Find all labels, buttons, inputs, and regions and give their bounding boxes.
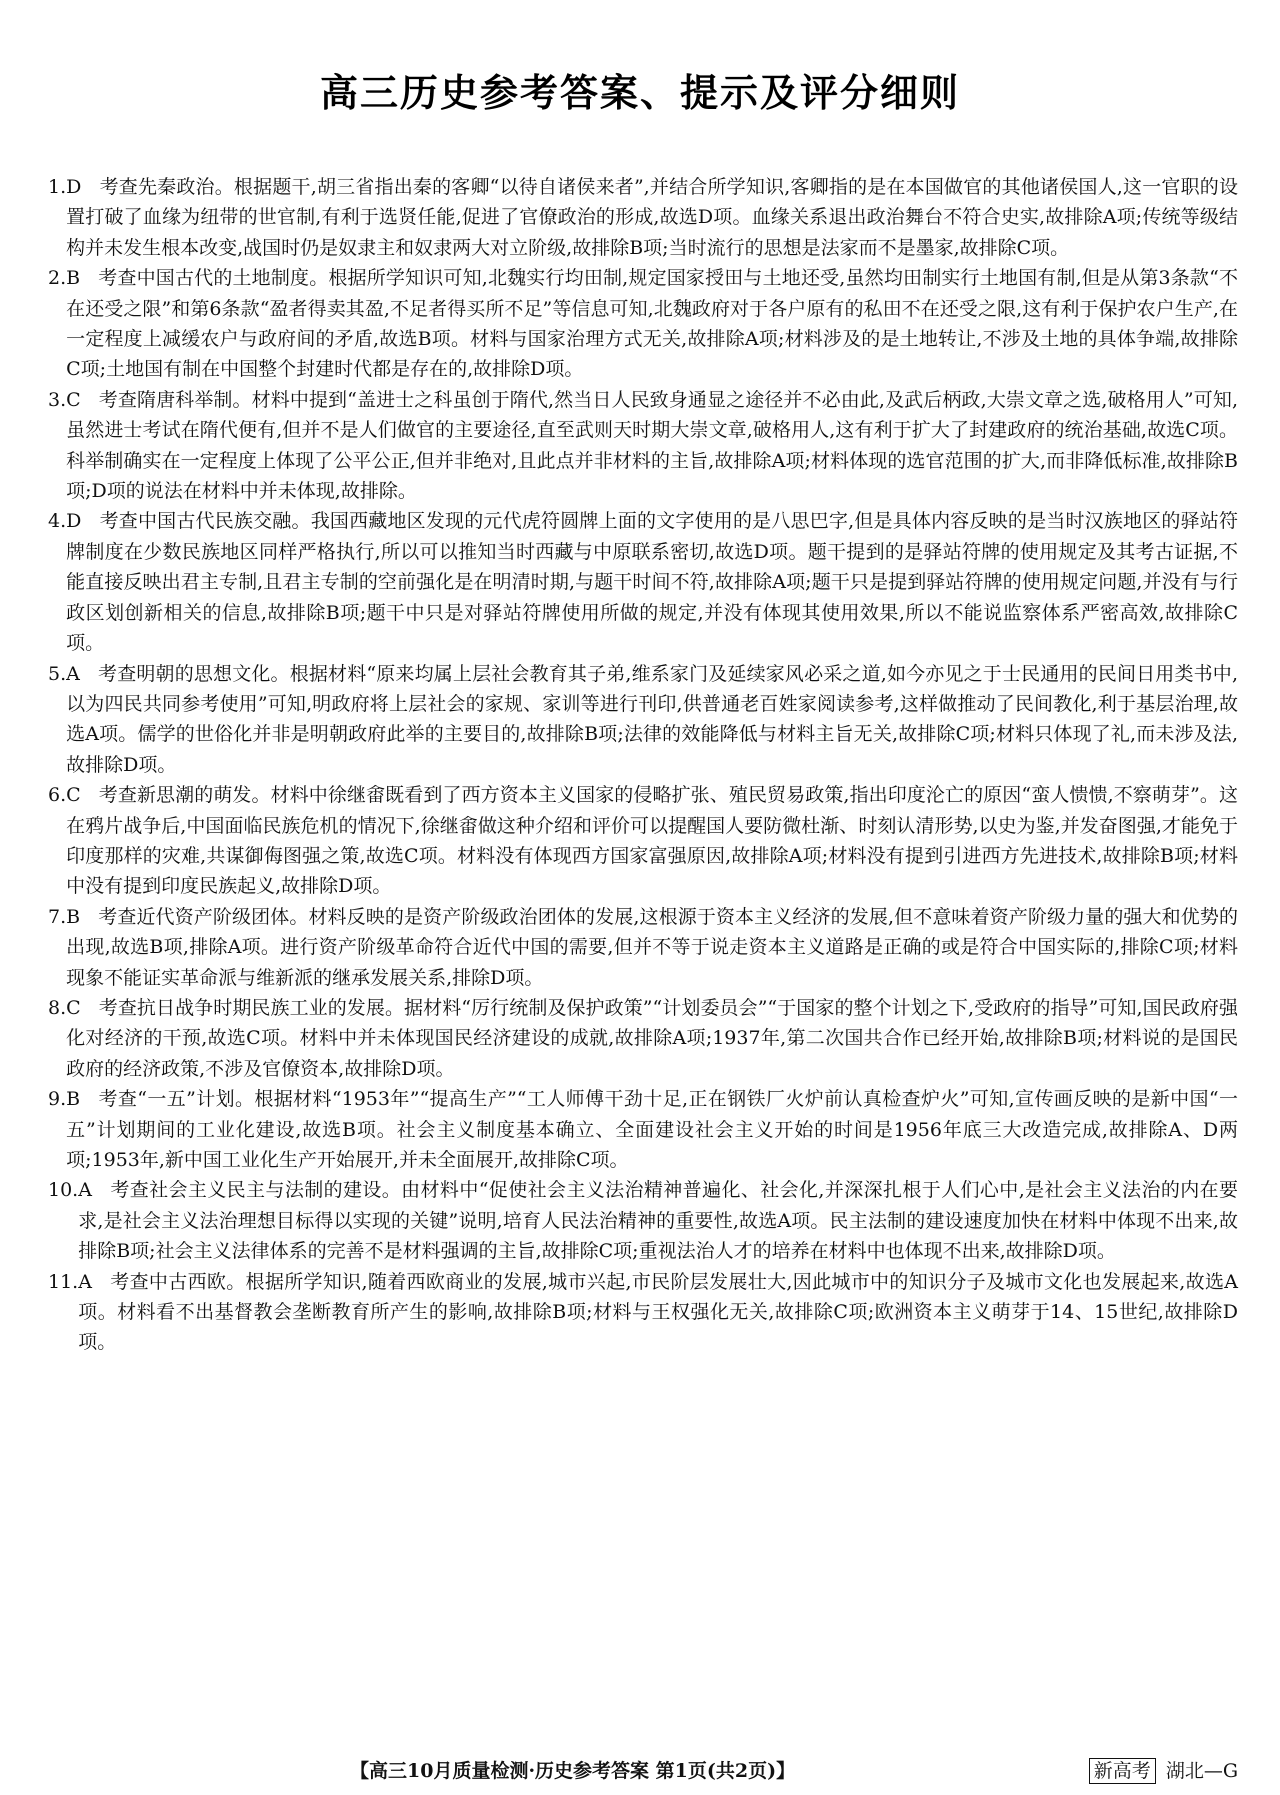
answer-item — [48, 1267, 1238, 1358]
exam-type-badge: 新高考 — [1089, 1758, 1156, 1784]
item-answer: A — [78, 1179, 92, 1202]
item-number: 5. — [48, 662, 67, 685]
item-explanation: 考查先秦政治。根据题干,胡三省指出秦的客卿“以待自诸侯来者”,并结合所学知识,客卿指的是在本国做官的其他诸侯国人,这一官职的设置打破了血缘为纽带的世官制,有利于选贤任能,促进了官僚政治的形成,故选D项。血缘关系退出政治舞台不符合史实,故排除A项;传统等级结构并未发生根本改变,战国时仍是奴隶主和奴隶两大对立阶级,故排除B项;当时流行的思想是法家而不是墨家,故排除C项。 — [66, 176, 1238, 259]
item-number: 6. — [48, 784, 67, 807]
item-explanation: 考查抗日战争时期民族工业的发展。据材料“厉行统制及保护政策”“计划委员会”“于国家的整个计划之下,受政府的指导”可知,国民政府强化对经济的干预,故选C项。材料中并未体现国民经济建设的成就,故排除A项;1937年,第二次国共合作已经开始,故排除B项;材料说的是国民政府的经济政策,不涉及官僚资本,故排除D项。 — [66, 996, 1238, 1080]
item-explanation: 考查新思潮的萌发。材料中徐继畬既看到了西方资本主义国家的侵略扩张、殖民贸易政策,指出印度沦亡的原因“蛮人愦愦,不察萌芽”。这在鸦片战争后,中国面临民族危机的情况下,徐继畬做这种介绍和评价可以提醒国人要防微杜渐、时刻认清形势,以史为鉴,并发奋图强,才能免于印度那样的灾难,共谋御侮图强之策,故选C项。材料没有体现西方国家富强原因,故排除A项;材料没有提到引进西方先进技术,故排除B项;材料中没有提到印度民族起义,故排除D项。 — [66, 784, 1238, 898]
region-code: 湖北—G — [1165, 1760, 1238, 1782]
answer-item — [48, 659, 1238, 781]
item-explanation: 考查中古西欧。根据所学知识,随着西欧商业的发展,城市兴起,市民阶层发展壮大,因此城市中的知识分子及城市文化也发展起来,故选A项。材料看不出基督教会垄断教育所产生的影响,故排除B项;材料与王权强化无关,故排除C项;欧洲资本主义萌芽于14、15世纪,故排除D项。 — [78, 1270, 1238, 1354]
answer-item — [48, 902, 1238, 993]
answer-item — [48, 1084, 1238, 1175]
item-explanation: 考查隋唐科举制。材料中提到“盖进士之科虽创于隋代,然当日人民致身通显之途径并不必由此,及武后柄政,大崇文章之选,破格用人”可知,虽然进士考试在隋代便有,但并不是人们做官的主要途径,直至武则天时期大崇文章,破格用人,这有利于扩大了封建政府的统治基础,故选C项。科举制确实在一定程度上体现了公平公正,但并非绝对,且此点并非材料的主旨,故排除A项;材料体现的选官范围的扩大,而非降低标准,故排除B项;D项的说法在材料中并未体现,故排除。 — [66, 388, 1238, 503]
footer-page-info: 【高三10月质量检测·历史参考答案 第1页(共2页)】 — [350, 1760, 796, 1782]
answer-item — [48, 993, 1238, 1084]
answer-item — [48, 506, 1238, 658]
item-explanation: 考查中国古代民族交融。我国西藏地区发现的元代虎符圆牌上面的文字使用的是八思巴字,但是具体内容反映的是当时汉族地区的驿站符牌制度在少数民族地区同样严格执行,所以可以推知当时西藏与中原联系密切,故选D项。题干提到的是驿站符牌的使用规定及其考古证据,不能直接反映出君主专制,且君主专制的空前强化是在明清时期,与题干时间不符,故排除A项;题干只是提到驿站符牌的使用规定问题,并没有与行政区划创新相关的信息,故排除B项;题干中只是对驿站符牌使用所做的规定,并没有体现其使用效果,所以不能说监察体系严密高效,故排除C项。 — [66, 510, 1238, 655]
item-number: 4. — [48, 510, 67, 533]
item-explanation: 考查近代资产阶级团体。材料反映的是资产阶级政治团体的发展,这根源于资本主义经济的发展,但不意味着资产阶级力量的强大和优势的出现,故选B项,排除A项。进行资产阶级革命符合近代中国的需要,但并不等于说走资本主义道路是正确的或是符合中国实际的,排除C项;材料现象不能证实革命派与维新派的继承发展关系,排除D项。 — [66, 905, 1238, 989]
item-answer: D — [66, 176, 82, 198]
item-number: 10. — [48, 1179, 79, 1202]
item-answer: D — [66, 510, 82, 533]
item-number: 9. — [48, 1088, 67, 1111]
item-answer: C — [66, 388, 81, 411]
item-answer: C — [66, 784, 81, 807]
item-number: 3. — [48, 388, 67, 411]
item-number: 8. — [48, 996, 67, 1019]
answer-item — [48, 263, 1238, 385]
item-explanation: 考查明朝的思想文化。根据材料“原来均属上层社会教育其子弟,维系家门及延续家风必采之道,如今亦见之于士民通用的民间日用类书中,以为四民共同参考使用”可知,明政府将上层社会的家规、家训等进行刊印,供普通老百姓家阅读参考,这样做推动了民间教化,利于基层治理,故选A项。儒学的世俗化并非是明朝政府此举的主要目的,故排除B项;法律的效能降低与材料主旨无关,故排除C项;材料只体现了礼,而未涉及法,故排除D项。 — [66, 662, 1238, 776]
item-answer: B — [66, 267, 81, 290]
item-number: 2. — [48, 267, 67, 290]
answer-list — [48, 172, 1238, 1358]
answer-item — [48, 172, 1238, 263]
item-number: 11. — [48, 1270, 79, 1293]
item-explanation: 考查“一五”计划。根据材料“1953年”“提高生产”“工人师傅干劲十足,正在钢铁厂火炉前认真检查炉火”可知,宣传画反映的是新中国“一五”计划期间的工业化建设,故选B项。社会主义制度基本确立、全面建设社会主义开始的时间是1956年底三大改造完成,故排除A、D两项;1953年,新中国工业化生产开始展开,并未全面展开,故排除C项。 — [66, 1088, 1238, 1171]
item-number: 1. — [48, 176, 67, 198]
item-answer: A — [66, 662, 80, 685]
item-explanation: 考查中国古代的土地制度。根据所学知识可知,北魏实行均田制,规定国家授田与土地还受,虽然均田制实行土地国有制,但是从第3条款“不在还受之限”和第6条款“盈者得卖其盈,不足者得买所不足”等信息可知,北魏政府对于各户原有的私田不在还受之限,这有利于保护农户生产,在一定程度上减缓农户与政府间的矛盾,故选B项。材料与国家治理方式无关,故排除A项;材料涉及的是土地转让,不涉及土地的具体争端,故排除C项;土地国有制在中国整个封建时代都是存在的,故排除D项。 — [66, 267, 1238, 381]
page-title: 高三历史参考答案、提示及评分细则 — [319, 71, 960, 115]
item-number: 7. — [48, 905, 67, 928]
item-answer: B — [66, 1088, 81, 1111]
answer-item — [48, 385, 1238, 507]
footer-tags — [1089, 1758, 1238, 1784]
item-explanation: 考查社会主义民主与法制的建设。由材料中“促使社会主义法治精神普遍化、社会化,并深深扎根于人们心中,是社会主义法治的内在要求,是社会主义法治理想目标得以实现的关键”说明,培育人民法治精神的重要性,故选A项。民主法制的建设速度加快在材料中体现不出来,故排除B项;社会主义法律体系的完善不是材料强调的主旨,故排除C项;重视法治人才的培养在材料中也体现不出来,故排除D项。 — [78, 1179, 1238, 1263]
answer-item — [48, 780, 1238, 902]
item-answer: A — [78, 1270, 92, 1293]
answer-item — [48, 1175, 1238, 1266]
item-answer: B — [66, 905, 81, 928]
item-answer: C — [66, 996, 81, 1019]
